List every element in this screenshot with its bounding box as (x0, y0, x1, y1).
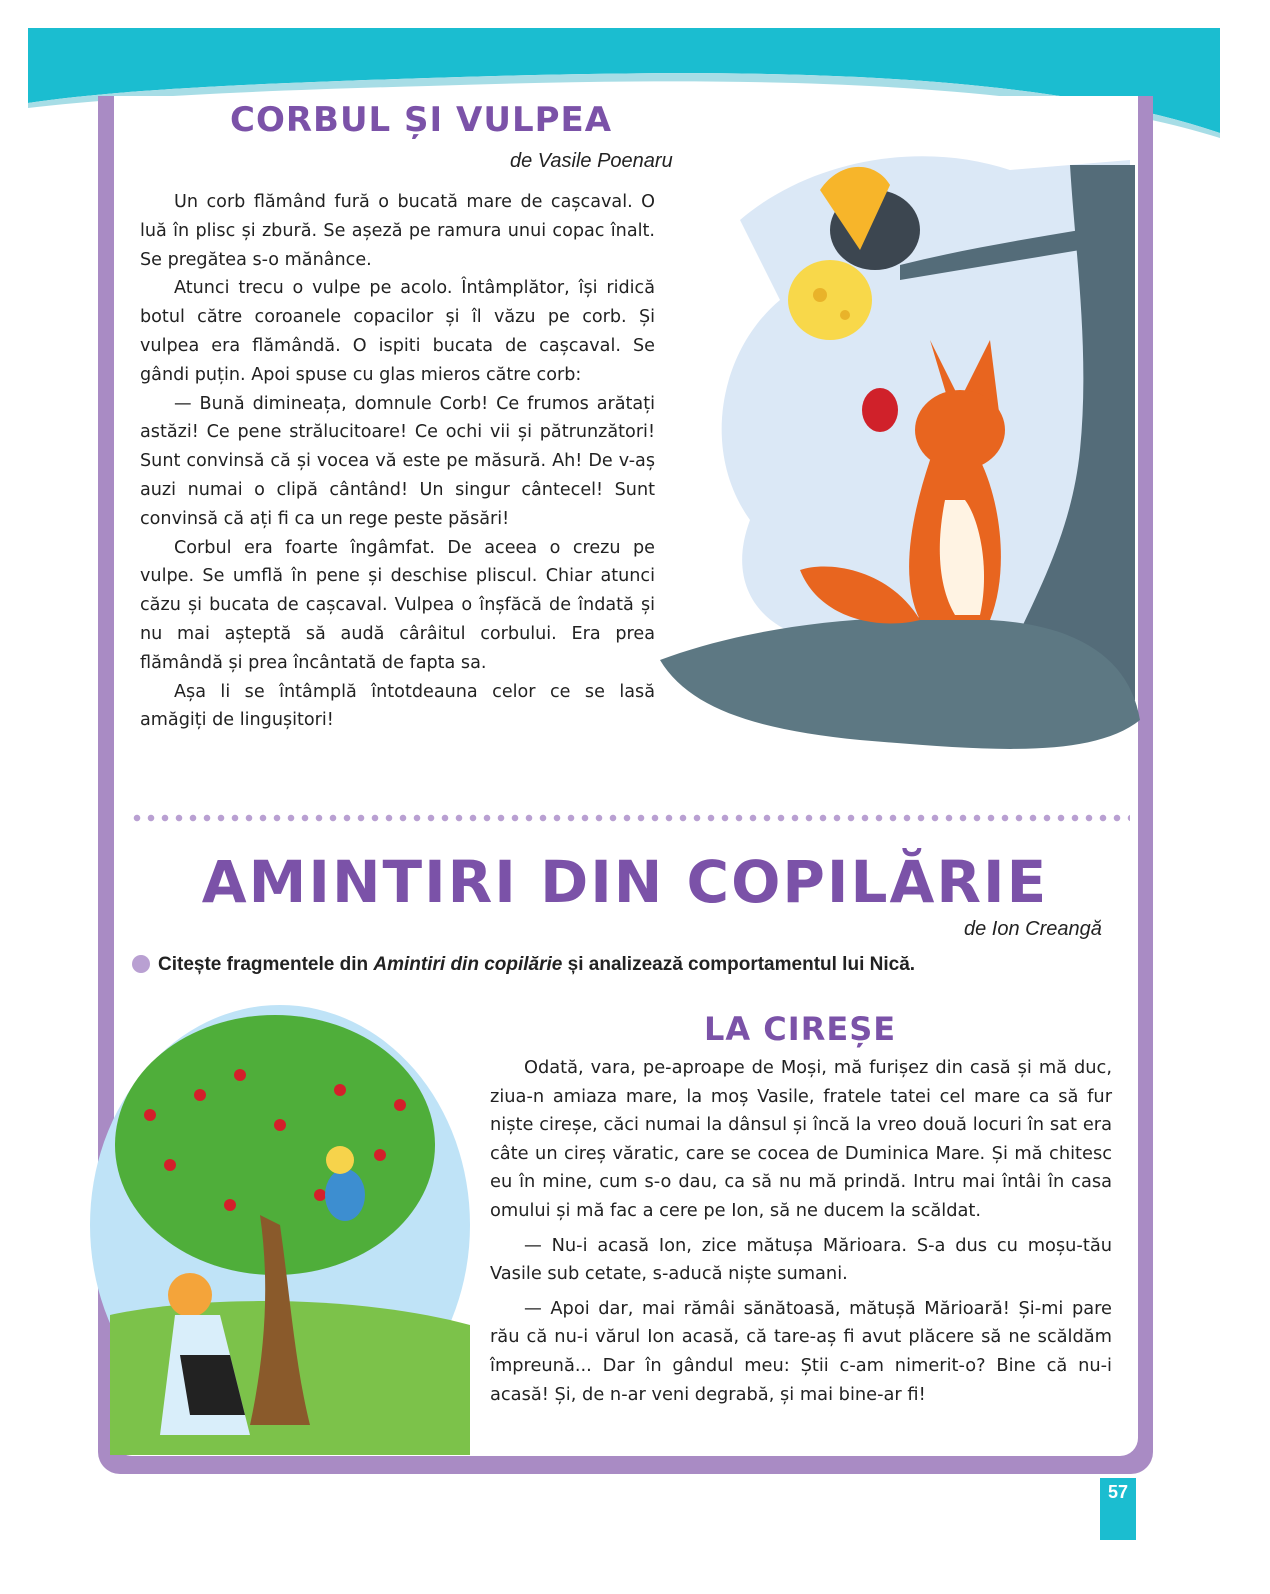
boy-icon (325, 1169, 365, 1221)
bullet-icon (132, 955, 150, 973)
cherry-tree-illustration (80, 995, 475, 1455)
story-title: CORBUL ȘI VULPEA (230, 100, 613, 140)
paragraph: Așa li se întâmplă întotdeauna celor ce se lasă amăgiți de lingușitori! (140, 681, 655, 731)
story-author: de Vasile Poenaru (510, 150, 673, 172)
cheese-icon (788, 260, 872, 340)
paragraph: — Nu-i acasă Ion, zice mătușa Mărioara. S-a dus cu moșu-tău Vasile sub cetate, s-aducă niște sumani. (490, 1234, 1112, 1285)
crow-fox-illustration (660, 100, 1160, 800)
paragraph: Odată, vara, pe-aproape de Moși, mă furișez din casă și mă duc, ziua-n amiaza mare, la moș Vasile, fratele tatei cel mare ca să fur niște cireșe, căci numai la dânsul și încă la vreo două locuri în sat era câte un cireș văratic, care se cocea de Duminica Mare. Și mă chitesc eu în mine, cum s-o dau, ca să nu mă prindă. Intru mai întâi în casa omului și mă fac a cere pe Ion, să ne ducem la scăldat. (490, 1057, 1112, 1221)
task-instruction: Citește fragmentele din Amintiri din copilărie și analizează comportamentul lui Nică. (132, 954, 915, 976)
paragraph: Un corb flămând fură o bucată mare de cașcaval. O luă în plisc și zbură. Se așeză pe ramura unui copac înalt. Se pregătea s-o mănânce. (140, 192, 655, 270)
section-author: de Ion Creangă (964, 918, 1102, 940)
paragraph: — Apoi dar, mai rămâi sănătoasă, mătușă Mărioară! Și-mi pare rău că nu-i vărul Ion acasă, că tare-aș fi avut plăcere să ne scăldăm împreună... Dar în gândul meu: Știi c-am nimerit-o? Bine că nu-i acasă! Și, de n-ar veni degrabă, și mai bine-ar fi! (490, 1297, 1112, 1405)
fragment-title: LA CIREȘE (704, 1010, 897, 1048)
paragraph: Corbul era foarte îngâmfat. De aceea o crezu pe vulpe. Se umflă în pene și deschise pliscul. Chiar atunci căzu și bucata de cașcaval. Vulpea o înșfăcă de îndată și nu mai așteptă să audă cârâitul corbului. Era prea flămândă și prea încântată de fapta sa. (140, 537, 655, 673)
paragraph: Atunci trecu o vulpe pe acolo. Întâmplător, își ridică botul către coroanele copacilor și îl văzu pe corb. Și vulpea era flămândă. O ispiti bucata de cașcaval. Se gândi puțin. Apoi spuse cu glas mieros către corb: (140, 278, 655, 385)
section-divider (130, 814, 1130, 822)
section-title: AMINTIRI DIN COPILĂRIE (201, 848, 1049, 916)
story-text (140, 188, 655, 735)
fragment-text (490, 1054, 1112, 1409)
paragraph: — Bună dimineața, domnule Corb! Ce frumos arătați astăzi! Ce pene strălucitoare! Ce ochi vii și pătrunzători! Sunt convinsă că și vocea vă este pe măsură. Ah! De v-aș auzi numai o clipă cântând! Un singur cântecel! Sunt convinsă că ați fi ca un rege peste păsări! (140, 393, 655, 529)
page-number: 57 (1100, 1478, 1136, 1540)
